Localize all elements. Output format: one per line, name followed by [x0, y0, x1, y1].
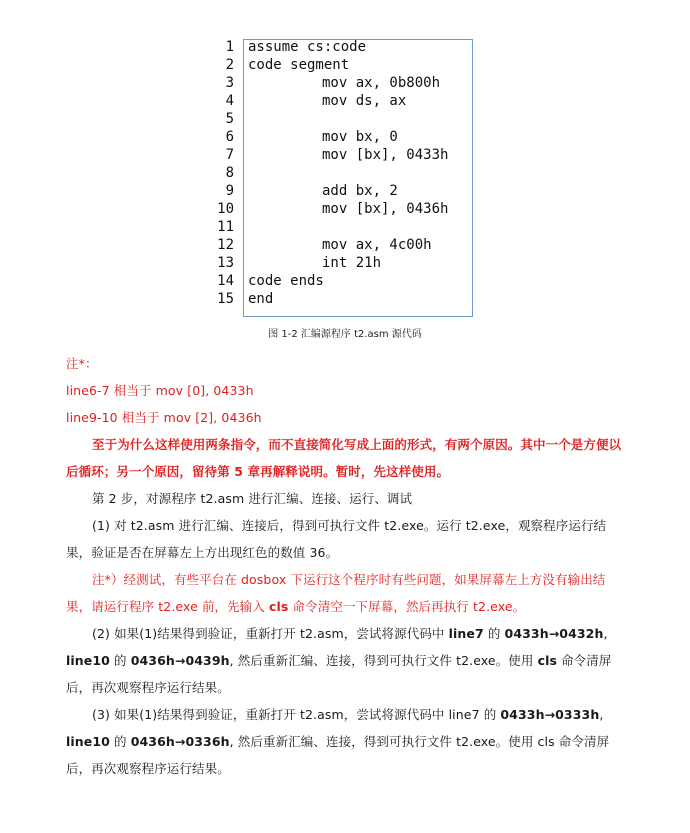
note-line1: line6-7 相当于 mov [0], 0433h [66, 383, 254, 398]
figure-caption: 图 1-2 汇编源程序 t2.asm 源代码 [268, 329, 422, 340]
line-number: 1 [225, 39, 234, 55]
line-source: assume cs:code [248, 39, 367, 55]
item2-f: line10 [66, 653, 110, 668]
step2-item2 [66, 620, 626, 701]
line-source: mov [bx], 0436h [322, 201, 449, 217]
code-line [208, 110, 478, 128]
code-line [208, 74, 478, 92]
line-number: 9 [225, 183, 234, 199]
item2-h: 0436h→0439h [130, 653, 230, 668]
line-source: mov ax, 0b800h [322, 75, 441, 91]
line-number: 13 [217, 255, 234, 271]
code-line [208, 218, 478, 236]
item3-g: , 然后重新汇编、连接，得到可执行文件 t2.exe。使用 cls 命令清屏后，再次观察程序运行结果。 [66, 734, 610, 776]
code-line [208, 146, 478, 164]
note-paragraph-text: 至于为什么这样使用两条指令，而不直接简化写成上面的形式，有两个原因。其中一个是方便以后循环；另一个原因，留待第 5 章再解释说明。暂时，先这样使用。 [66, 437, 622, 479]
item2-e: , [603, 626, 608, 641]
code-listing [208, 38, 478, 308]
note2-cls: cls [269, 599, 289, 614]
item3-b: 0433h→0333h [500, 707, 600, 722]
note-paragraph [66, 431, 626, 485]
line-source: add bx, 2 [322, 183, 398, 199]
item2-k: 命令清屏后，再次观察程序运行结果。 [66, 653, 612, 695]
line-source: int 21h [322, 255, 382, 271]
code-line [208, 182, 478, 200]
item2-b: line7 [448, 626, 484, 641]
item2-i: , 然后重新汇编、连接，得到可执行文件 t2.exe。使用 [229, 653, 538, 668]
code-line [208, 128, 478, 146]
line-source: code segment [248, 57, 350, 73]
code-line [208, 200, 478, 218]
item2-c: 的 [483, 626, 505, 641]
item2-j: cls [537, 653, 557, 668]
line-number: 12 [217, 237, 234, 253]
item3-d: line10 [66, 734, 110, 749]
item3-e: 的 [109, 734, 131, 749]
line-source: code ends [248, 273, 324, 289]
line-number: 15 [217, 291, 234, 307]
item3-c: , [599, 707, 604, 722]
step2-item1: (1) 对 t2.asm 进行汇编、连接后，得到可执行文件 t2.exe。运行 t2.exe，观察程序运行结果，验证是否在屏幕左上方出现红色的数值 36。 [66, 518, 607, 560]
line-number: 7 [225, 147, 234, 163]
line-number: 14 [217, 273, 234, 289]
line-number: 4 [225, 93, 234, 109]
note-line2: line9-10 相当于 mov [2], 0436h [66, 410, 262, 425]
line-source: mov [bx], 0433h [322, 147, 449, 163]
line-source: mov ax, 4c00h [322, 237, 432, 253]
code-line [208, 236, 478, 254]
line-number: 10 [217, 201, 234, 217]
line-number: 2 [225, 57, 234, 73]
note2-text-a: 注*）经测试，有些平台在 dosbox 下运行这个程序时有些问题，如果屏幕左上方没有输出结果，请运行程序 t2.exe 前，先输入 [66, 572, 606, 614]
line-number: 11 [217, 219, 234, 235]
code-line [208, 38, 478, 56]
line-source: mov bx, 0 [322, 129, 398, 145]
step2-item3 [66, 701, 626, 782]
code-line [208, 254, 478, 272]
code-line [208, 56, 478, 74]
line-source: end [248, 291, 274, 307]
step2-title: 第 2 步，对源程序 t2.asm 进行汇编、连接、运行、调试 [92, 491, 413, 506]
code-line [208, 92, 478, 110]
item2-d: 0433h→0432h [504, 626, 604, 641]
item3-f: 0436h→0336h [130, 734, 230, 749]
note2-text-c: 命令清空一下屏幕，然后再执行 t2.exe。 [288, 599, 526, 614]
item2-g: 的 [109, 653, 131, 668]
code-line [208, 272, 478, 290]
line-number: 8 [225, 165, 234, 181]
line-number: 3 [225, 75, 234, 91]
line-number: 6 [225, 129, 234, 145]
note-title: 注*： [66, 356, 98, 371]
item2-a: (2) 如果(1)结果得到验证，重新打开 t2.asm，尝试将源代码中 [92, 626, 449, 641]
line-number: 5 [225, 111, 234, 127]
line-source: mov ds, ax [322, 93, 407, 109]
code-line [208, 290, 478, 308]
item3-a: (3) 如果(1)结果得到验证，重新打开 t2.asm，尝试将源代码中 line7 的 [92, 707, 501, 722]
step2-note2 [66, 566, 626, 620]
code-line [208, 164, 478, 182]
